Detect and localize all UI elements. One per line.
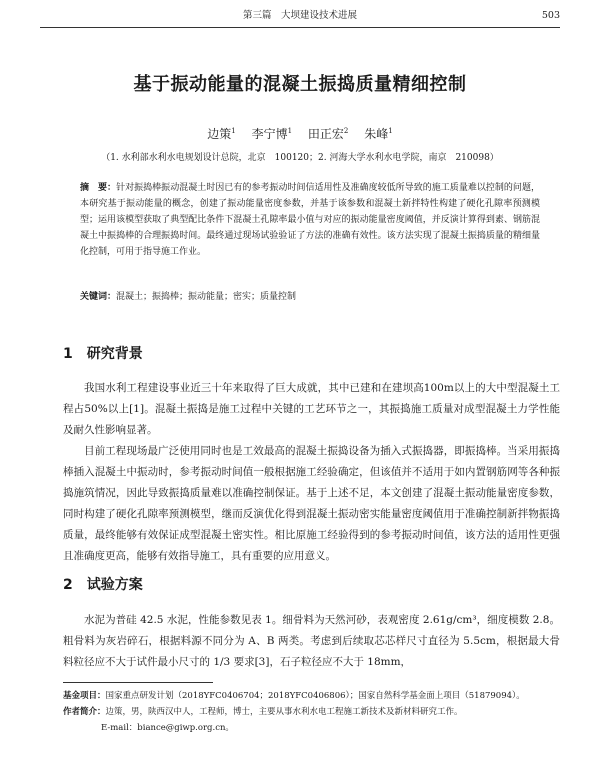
running-header bbox=[40, 8, 560, 24]
paragraph: 目前工程现场最广泛使用同时也是工效最高的混凝土振捣设备为插入式振捣器，即振捣棒。当采用振捣棒插入混凝土中振动时，参考振动时间值一般根据施工经验确定，但该值并不适用于如内置钢筋网等各种振捣施筑情况，因此导致振捣质量难以准确控制保证。基于上述不足，本文创建了混凝土振动能量密度参数，同时构建了硬化孔隙率预测模型，继而反演优化得到混凝土振动密实能量密度阈值用于准确控制新拌物振捣质量，最终能够有效保证成型混凝土密实性。相比原施工经验得到的参考振动时间值，该方法的适用性更强且准确度更高，能够有效指导施工，具有重要的应用意义。 bbox=[63, 445, 560, 562]
section-title: 试验方案 bbox=[86, 577, 143, 593]
section-number: 2 bbox=[63, 577, 73, 593]
abstract-label: 摘 要： bbox=[80, 183, 117, 193]
author-list bbox=[40, 125, 560, 142]
section-title: 研究背景 bbox=[86, 346, 143, 362]
paragraph: 我国水利工程建设事业近三十年来取得了巨大成就，其中已建和在建坝高100m以上的大中型混凝土工程占50%以上[1]。混凝土振捣是施工过程中关键的工艺环节之一，其振捣施工质量对成型混凝土力学性能及耐久性影响显著。 bbox=[63, 382, 560, 436]
paragraph: 水泥为普硅 42.5 水泥，性能参数见表 1。细骨料为天然河砂，表观密度 2.61g/cm³，细度模数 2.8。粗骨料为灰岩碎石，根据料源不同分为 A、B 两类。考虑到后续取芯芯样尺寸直径为 5.5cm，根据最大骨料粒径应不大于试件最小尺寸的 1/3 要求[3]，石子粒径应不大于 18mm， bbox=[63, 614, 560, 668]
author: 朱峰$^1$ bbox=[364, 127, 393, 141]
author: 田正宏$^2$ bbox=[307, 127, 349, 141]
keywords-text: 混凝土；振捣棒；振动能量；密实；质量控制 bbox=[116, 292, 297, 302]
section-heading bbox=[63, 343, 143, 363]
section-body bbox=[63, 610, 560, 673]
footnotes bbox=[63, 688, 560, 736]
abstract-text: 针对振捣棒振动混凝土时因已有的参考振动时间信适用性及准确度较低所导致的施工质量难以控制的问题，本研究基于振动能量的概念，创建了振动能量密度参数，并基于该参数和混凝土新拌特性构建了硬化孔隙率预测模型；运用该模型获取了典型配比条件下混凝土孔隙率最小值与对应的振动能量密度阈值，并反演计算得到素、钢筋混凝土中振捣棒的合理振捣时间。最终通过现场试验验证了方法的准确有效性。该方法实现了混凝土振捣质量的精细量化控制，可用于指导施工作业。 bbox=[80, 183, 540, 257]
section-body bbox=[63, 378, 560, 567]
author: 边策$^1$ bbox=[207, 127, 236, 141]
abstract bbox=[80, 180, 540, 260]
keywords-label: 关键词： bbox=[80, 292, 117, 302]
paper-title: 基于振动能量的混凝土振捣质量精细控制 bbox=[133, 74, 467, 95]
author: 李宁博$^1$ bbox=[251, 127, 293, 141]
section-heading bbox=[63, 574, 143, 594]
header-rule bbox=[40, 27, 560, 28]
author-email: E-mail：biance@giwp.org.cn。 bbox=[101, 723, 234, 733]
keywords bbox=[80, 289, 540, 305]
affiliations: （1. 水利部水利水电规划设计总院，北京 100120；2. 河海大学水利水电学院，南京 210098） bbox=[101, 153, 499, 163]
author-bio: 作者简介：边策，男，陕西汉中人，工程师，博士，主要从事水利水电工程施工新技术及新材料研究工作。 bbox=[63, 707, 463, 717]
running-title: 第三篇 大坝建设技术进展 bbox=[242, 10, 357, 21]
funding-note: 基金项目：国家重点研发计划（2018YFC0406704；2018YFC0406806）；国家自然科学基金面上项目（51879094）。 bbox=[63, 691, 525, 701]
footnote-rule bbox=[63, 682, 213, 683]
page-number: 503 bbox=[541, 10, 560, 21]
section-number: 1 bbox=[63, 346, 73, 362]
